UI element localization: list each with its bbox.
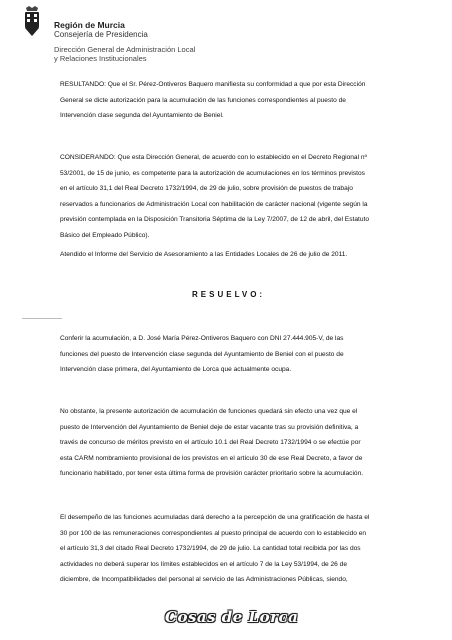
text-line: funciones del puesto de Intervención clase segunda del Ayuntamiento de Beniel con el puesto de	[60, 350, 344, 358]
watermark: Cosas de Lorca	[165, 608, 299, 626]
region-name: Región de Murcia	[54, 20, 125, 30]
resultando-paragraph	[60, 77, 388, 124]
text-line: puesto de Intervención del Ayuntamiento de Beniel deje de estar vacante tras su provisión definitiva, a	[60, 423, 359, 431]
text-line: CONSIDERANDO: Que esta Dirección General, de acuerdo con lo establecido en el Decreto Regional nº	[60, 154, 367, 161]
text-line: 30 por 100 de las remuneraciones correspondientes al puesto principal de acuerdo con lo establecido en	[60, 529, 367, 537]
text-line: reservados a funcionarios de Administración Local con habilitación de carácter nacional (vigente según la	[60, 200, 368, 208]
text-line: 53/2001, de 15 de junio, es competente para la autorización de acumulaciones en los términos previstos	[60, 169, 365, 177]
text-line: actividades no deberá superar los límites establecidos en el artículo 7 de la Ley 53/1994, de 26 de	[60, 560, 348, 568]
text-line: Conferir la acumulación, a D. José María Pérez-Ontiveros Baquero con DNI 27.444.905-V, de las	[60, 335, 344, 342]
text-line: funcionario habilitado, por tener esta última forma de provisión carácter prioritario sobre la acumulación.	[60, 470, 364, 477]
scan-artifact	[22, 318, 62, 319]
text-line: General se dicte autorización para la acumulación de las funciones correspondientes al puesto de	[60, 96, 346, 104]
text-line: el artículo 31,3 del citado Real Decreto 1732/1994, de 29 de julio. La cantidad total recibida por las dos	[60, 545, 361, 552]
no-obstante-paragraph	[60, 404, 388, 482]
text-line: través de concurso de méritos previsto en el artículo 10.1 del Real Decreto 1732/1994 o se efectúe por	[60, 439, 361, 446]
considerando-paragraph	[60, 150, 388, 243]
text-line: Atendido el Informe del Servicio de Asesoramiento a las Entidades Locales de 26 de julio de 2011.	[60, 251, 348, 258]
text-line: en el artículo 31,1 del Real Decreto 1732/1994, de 29 de julio, sobre provisión de puestos de trabajo	[60, 185, 353, 192]
text-line: diciembre, de Incompatibilidades del personal al servicio de las Administraciones Públicas, siendo,	[60, 576, 348, 583]
consejeria-name: Consejería de Presidencia	[54, 30, 148, 39]
conferir-paragraph	[60, 331, 388, 378]
text-line: No obstante, la presente autorización de acumulación de funciones quedará sin efecto una vez que el	[60, 408, 358, 415]
direccion-general-line2: y Relaciones Institucionales	[54, 54, 147, 63]
region-coat-of-arms-icon	[22, 6, 42, 38]
resuelvo-heading: RESUELVO:	[192, 290, 266, 299]
direccion-general-line1: Dirección General de Administración Local	[54, 45, 196, 54]
atendido-paragraph	[60, 247, 388, 263]
text-line: RESULTANDO: Que el Sr. Pérez-Ontiveros Baquero manifiesta su conformidad a que por esta Dirección	[60, 81, 366, 88]
text-line: Intervención clase segunda del Ayuntamiento de Beniel.	[60, 112, 224, 119]
text-line: previsión contemplada en la Disposición Transitoria Séptima de la Ley 7/2007, de 12 de abril, del Estatuto	[60, 216, 369, 223]
text-line: esta CARM nombramiento provisional de los previstos en el artículo 30 de ese Real Decreto, a favor de	[60, 454, 363, 462]
letterhead	[20, 2, 280, 66]
text-line: Intervención clase primera, del Ayuntamiento de Lorca que actualmente ocupa.	[60, 366, 292, 373]
text-line: Básico del Empleado Público).	[60, 231, 150, 239]
desempeno-paragraph	[60, 510, 388, 588]
text-line: El desempeño de las funciones acumuladas dará derecho a la percepción de una gratificación de hasta el	[60, 514, 370, 521]
